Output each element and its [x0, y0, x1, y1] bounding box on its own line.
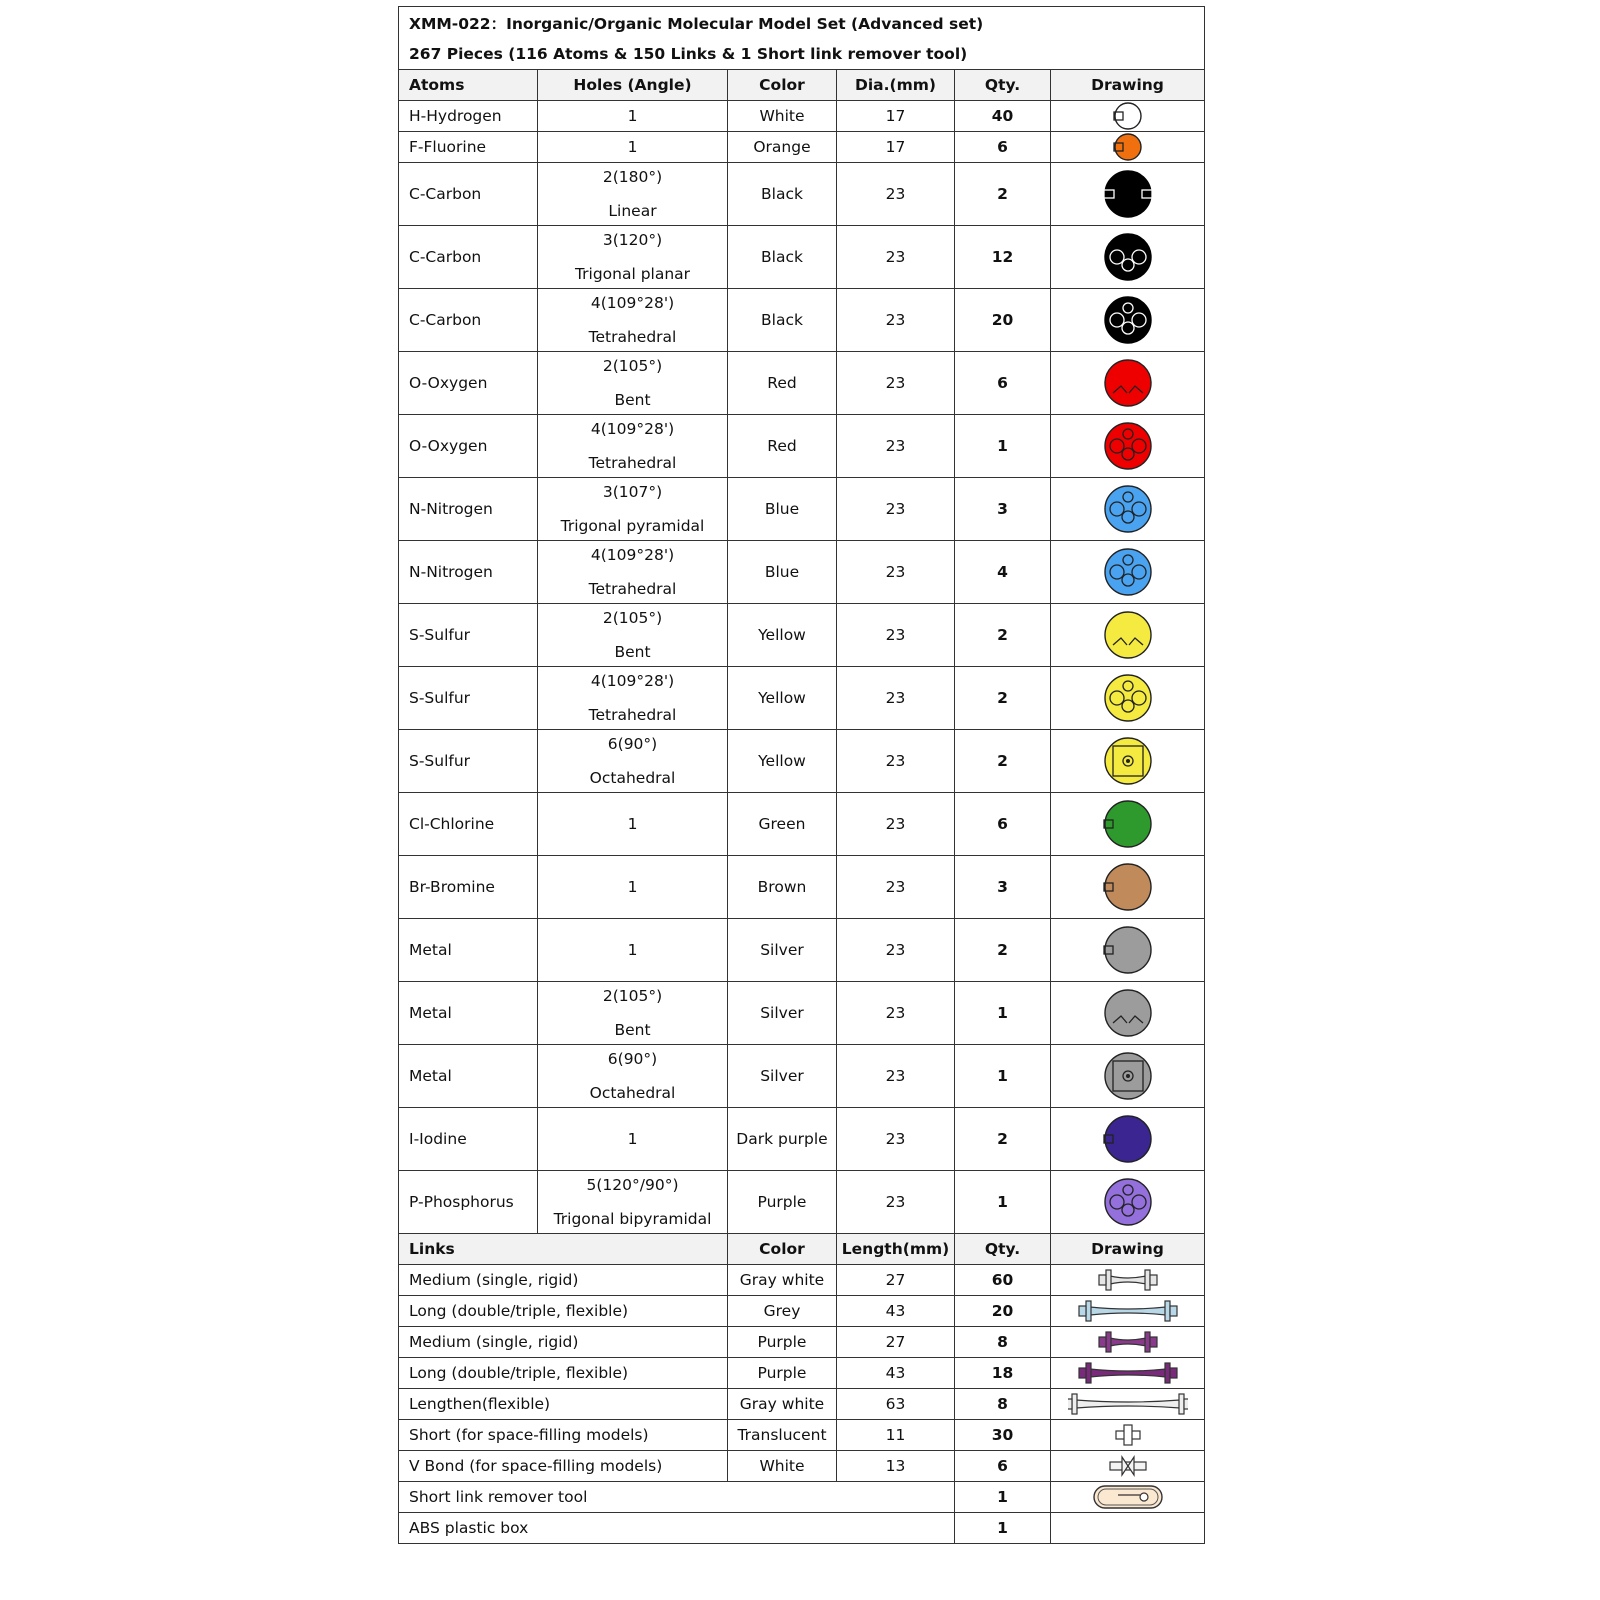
one-hole-atom-icon — [1103, 1114, 1153, 1164]
atom-color: Yellow — [728, 667, 837, 730]
atom-color: Black — [728, 226, 837, 289]
atom-holes — [538, 1171, 728, 1234]
medium-link-icon — [1068, 1330, 1188, 1354]
atom-holes-angle: 1 — [627, 941, 638, 959]
header-links: Links — [399, 1234, 728, 1265]
atom-row — [399, 541, 1205, 604]
header-drawing: Drawing — [1051, 70, 1205, 101]
link-color: White — [728, 1451, 837, 1482]
header-length: Length(mm) — [837, 1234, 955, 1265]
atom-geometry: Octahedral — [589, 1084, 676, 1102]
atom-drawing — [1051, 667, 1205, 730]
link-color: Purple — [728, 1358, 837, 1389]
bent-atom-icon — [1103, 610, 1153, 660]
atom-geometry: Bent — [614, 643, 651, 661]
long-link-icon — [1068, 1361, 1188, 1385]
atom-row — [399, 1045, 1205, 1108]
atom-row — [399, 982, 1205, 1045]
atom-qty: 40 — [955, 101, 1051, 132]
lengthen-link-icon — [1068, 1392, 1188, 1416]
atom-qty: 1 — [955, 982, 1051, 1045]
atom-holes — [538, 415, 728, 478]
atom-geometry: Bent — [614, 1021, 651, 1039]
atom-row — [399, 352, 1205, 415]
atom-color: Silver — [728, 1045, 837, 1108]
extra-drawing — [1051, 1513, 1205, 1544]
title-row — [399, 7, 1205, 39]
atom-color: Blue — [728, 541, 837, 604]
atom-qty: 1 — [955, 1045, 1051, 1108]
subtitle-row — [399, 38, 1205, 70]
atom-holes-angle: 3(120°) — [602, 231, 663, 249]
atom-drawing — [1051, 415, 1205, 478]
atom-holes-angle: 4(109°28') — [590, 420, 675, 438]
tetrahedral-atom-icon — [1103, 547, 1153, 597]
link-name: V Bond (for space-filling models) — [399, 1451, 728, 1482]
atom-row — [399, 604, 1205, 667]
atom-drawing — [1051, 982, 1205, 1045]
atom-name: P-Phosphorus — [399, 1171, 538, 1234]
atom-geometry: Linear — [608, 202, 657, 220]
link-drawing — [1051, 1451, 1205, 1482]
atom-row — [399, 1108, 1205, 1171]
atom-color: Silver — [728, 919, 837, 982]
atom-color: Red — [728, 415, 837, 478]
atom-qty: 2 — [955, 730, 1051, 793]
atom-row — [399, 793, 1205, 856]
atom-holes-stack — [538, 294, 727, 346]
atom-dia: 23 — [837, 856, 955, 919]
link-name: Medium (single, rigid) — [399, 1265, 728, 1296]
small-one-hole-atom-icon — [1113, 101, 1143, 131]
extra-qty: 1 — [955, 1482, 1051, 1513]
atom-holes-angle: 6(90°) — [607, 735, 658, 753]
link-drawing — [1051, 1265, 1205, 1296]
atom-holes-stack — [538, 609, 727, 661]
atom-drawing — [1051, 730, 1205, 793]
one-hole-atom-icon — [1103, 799, 1153, 849]
atom-row — [399, 289, 1205, 352]
atom-color: Yellow — [728, 730, 837, 793]
atom-dia: 23 — [837, 289, 955, 352]
atom-row — [399, 101, 1205, 132]
atom-holes-stack — [538, 1050, 727, 1102]
atom-drawing — [1051, 1045, 1205, 1108]
atom-name: Br-Bromine — [399, 856, 538, 919]
atom-row — [399, 226, 1205, 289]
atom-holes — [538, 289, 728, 352]
v-bond-icon — [1068, 1454, 1188, 1478]
atom-holes — [538, 132, 728, 163]
atom-holes-stack — [538, 546, 727, 598]
atom-dia: 23 — [837, 541, 955, 604]
atom-holes-angle: 2(180°) — [602, 168, 663, 186]
atom-holes-angle: 2(105°) — [602, 609, 663, 627]
atom-holes — [538, 101, 728, 132]
header-link-qty: Qty. — [955, 1234, 1051, 1265]
atom-drawing — [1051, 604, 1205, 667]
atom-name: Cl-Chlorine — [399, 793, 538, 856]
atom-holes-angle: 1 — [627, 107, 638, 125]
atom-dia: 23 — [837, 226, 955, 289]
medium-link-icon — [1068, 1268, 1188, 1292]
atom-name: Metal — [399, 1045, 538, 1108]
atom-holes — [538, 352, 728, 415]
atom-holes-stack — [538, 168, 727, 220]
header-color: Color — [728, 70, 837, 101]
atom-row — [399, 163, 1205, 226]
link-qty: 20 — [955, 1296, 1051, 1327]
atom-drawing — [1051, 289, 1205, 352]
atom-holes-stack — [538, 735, 727, 787]
atom-qty: 2 — [955, 919, 1051, 982]
set-subtitle: 267 Pieces (116 Atoms & 150 Links & 1 Short link remover tool) — [399, 38, 1205, 70]
atom-holes — [538, 478, 728, 541]
atom-dia: 23 — [837, 982, 955, 1045]
trigonal-pyramidal-atom-icon — [1103, 484, 1153, 534]
atom-row — [399, 132, 1205, 163]
extra-qty: 1 — [955, 1513, 1051, 1544]
atom-drawing — [1051, 478, 1205, 541]
atom-holes — [538, 856, 728, 919]
link-length: 43 — [837, 1296, 955, 1327]
link-row — [399, 1265, 1205, 1296]
tetrahedral-atom-icon — [1103, 673, 1153, 723]
atom-dia: 23 — [837, 1171, 955, 1234]
link-row — [399, 1451, 1205, 1482]
atom-color: Dark purple — [728, 1108, 837, 1171]
atom-name: F-Fluorine — [399, 132, 538, 163]
atom-holes-angle: 1 — [627, 878, 638, 896]
atom-geometry: Trigonal pyramidal — [560, 517, 705, 535]
atom-qty: 4 — [955, 541, 1051, 604]
atom-holes — [538, 667, 728, 730]
atom-holes — [538, 226, 728, 289]
atom-drawing — [1051, 856, 1205, 919]
atom-drawing — [1051, 793, 1205, 856]
atom-holes — [538, 919, 728, 982]
atom-holes — [538, 1108, 728, 1171]
parts-list-sheet — [398, 6, 1204, 1544]
atom-dia: 23 — [837, 604, 955, 667]
atom-qty: 2 — [955, 163, 1051, 226]
atom-color: Blue — [728, 478, 837, 541]
header-holes: Holes (Angle) — [538, 70, 728, 101]
extra-name: Short link remover tool — [399, 1482, 955, 1513]
header-qty: Qty. — [955, 70, 1051, 101]
atom-holes-stack — [538, 357, 727, 409]
atom-color: Orange — [728, 132, 837, 163]
atom-row — [399, 730, 1205, 793]
link-color: Gray white — [728, 1389, 837, 1420]
bent-atom-icon — [1103, 358, 1153, 408]
atom-holes-stack — [538, 420, 727, 472]
atom-dia: 23 — [837, 667, 955, 730]
atom-color: Black — [728, 289, 837, 352]
link-color: Purple — [728, 1327, 837, 1358]
link-row — [399, 1389, 1205, 1420]
atom-color: Green — [728, 793, 837, 856]
atom-dia: 17 — [837, 101, 955, 132]
atom-name: I-Iodine — [399, 1108, 538, 1171]
atom-dia: 17 — [837, 132, 955, 163]
link-name: Medium (single, rigid) — [399, 1327, 728, 1358]
link-row — [399, 1327, 1205, 1358]
link-row — [399, 1296, 1205, 1327]
atom-name: Metal — [399, 982, 538, 1045]
atom-holes — [538, 604, 728, 667]
remover-tool-icon — [1068, 1483, 1188, 1511]
header-dia: Dia.(mm) — [837, 70, 955, 101]
atom-row — [399, 919, 1205, 982]
atom-drawing — [1051, 163, 1205, 226]
atom-dia: 23 — [837, 163, 955, 226]
trigonal-planar-atom-icon — [1103, 232, 1153, 282]
atom-qty: 6 — [955, 352, 1051, 415]
atom-name: N-Nitrogen — [399, 541, 538, 604]
atom-color: Brown — [728, 856, 837, 919]
atom-geometry: Tetrahedral — [588, 328, 677, 346]
atom-drawing — [1051, 541, 1205, 604]
set-title: XMM-022：Inorganic/Organic Molecular Model Set (Advanced set) — [399, 7, 1205, 39]
parts-table — [398, 6, 1205, 1544]
atom-holes-angle: 1 — [627, 815, 638, 833]
atom-dia: 23 — [837, 478, 955, 541]
tetrahedral-atom-icon — [1103, 421, 1153, 471]
atom-holes-angle: 2(105°) — [602, 357, 663, 375]
link-name: Lengthen(flexible) — [399, 1389, 728, 1420]
atom-geometry: Tetrahedral — [588, 706, 677, 724]
link-drawing — [1051, 1296, 1205, 1327]
atom-holes-angle: 4(109°28') — [590, 294, 675, 312]
link-length: 27 — [837, 1327, 955, 1358]
link-row — [399, 1420, 1205, 1451]
atom-holes-stack — [538, 1176, 727, 1228]
atom-holes-angle: 3(107°) — [602, 483, 663, 501]
long-link-icon — [1068, 1299, 1188, 1323]
octahedral-atom-icon — [1103, 736, 1153, 786]
atom-drawing — [1051, 919, 1205, 982]
atom-qty: 2 — [955, 604, 1051, 667]
atom-row — [399, 856, 1205, 919]
extra-row — [399, 1482, 1205, 1513]
one-hole-atom-icon — [1103, 925, 1153, 975]
atom-holes — [538, 163, 728, 226]
atom-holes — [538, 541, 728, 604]
link-qty: 30 — [955, 1420, 1051, 1451]
atom-dia: 23 — [837, 919, 955, 982]
link-drawing — [1051, 1327, 1205, 1358]
atom-name: C-Carbon — [399, 226, 538, 289]
atom-name: S-Sulfur — [399, 604, 538, 667]
link-qty: 6 — [955, 1451, 1051, 1482]
link-length: 11 — [837, 1420, 955, 1451]
atom-color: Black — [728, 163, 837, 226]
link-drawing — [1051, 1420, 1205, 1451]
atom-drawing — [1051, 352, 1205, 415]
atom-qty: 6 — [955, 132, 1051, 163]
atom-holes — [538, 730, 728, 793]
atom-qty: 20 — [955, 289, 1051, 352]
link-qty: 60 — [955, 1265, 1051, 1296]
linear-atom-icon — [1103, 169, 1153, 219]
atom-qty: 2 — [955, 667, 1051, 730]
atom-drawing — [1051, 1108, 1205, 1171]
atom-geometry: Trigonal bipyramidal — [553, 1210, 712, 1228]
atom-name: C-Carbon — [399, 289, 538, 352]
atom-name: O-Oxygen — [399, 415, 538, 478]
atom-row — [399, 415, 1205, 478]
atom-name: S-Sulfur — [399, 667, 538, 730]
link-name: Long (double/triple, flexible) — [399, 1358, 728, 1389]
atom-holes-angle: 4(109°28') — [590, 672, 675, 690]
atom-qty: 2 — [955, 1108, 1051, 1171]
header-link-color: Color — [728, 1234, 837, 1265]
atom-dia: 23 — [837, 793, 955, 856]
link-qty: 8 — [955, 1389, 1051, 1420]
atom-row — [399, 1171, 1205, 1234]
link-color: Grey — [728, 1296, 837, 1327]
atom-drawing — [1051, 132, 1205, 163]
bent-atom-icon — [1103, 988, 1153, 1038]
atom-geometry: Bent — [614, 391, 651, 409]
extra-row — [399, 1513, 1205, 1544]
atom-holes-angle: 1 — [627, 138, 638, 156]
atom-qty: 3 — [955, 856, 1051, 919]
extra-name: ABS plastic box — [399, 1513, 955, 1544]
atom-name: N-Nitrogen — [399, 478, 538, 541]
trigonal-bipyramidal-atom-icon — [1103, 1177, 1153, 1227]
atom-qty: 3 — [955, 478, 1051, 541]
link-length: 13 — [837, 1451, 955, 1482]
atom-dia: 23 — [837, 352, 955, 415]
links-header-row — [399, 1234, 1205, 1265]
atom-drawing — [1051, 226, 1205, 289]
atom-qty: 12 — [955, 226, 1051, 289]
atom-color: Red — [728, 352, 837, 415]
atom-holes-stack — [538, 672, 727, 724]
atom-geometry: Tetrahedral — [588, 580, 677, 598]
atom-color: Yellow — [728, 604, 837, 667]
atom-qty: 1 — [955, 415, 1051, 478]
link-length: 63 — [837, 1389, 955, 1420]
header-link-drawing: Drawing — [1051, 1234, 1205, 1265]
link-drawing — [1051, 1358, 1205, 1389]
atom-holes-angle: 6(90°) — [607, 1050, 658, 1068]
atom-name: S-Sulfur — [399, 730, 538, 793]
atom-holes — [538, 1045, 728, 1108]
atom-dia: 23 — [837, 1108, 955, 1171]
atom-name: Metal — [399, 919, 538, 982]
link-name: Long (double/triple, flexible) — [399, 1296, 728, 1327]
atom-row — [399, 667, 1205, 730]
atom-drawing — [1051, 101, 1205, 132]
atom-geometry: Trigonal planar — [574, 265, 691, 283]
atom-qty: 1 — [955, 1171, 1051, 1234]
atom-name: C-Carbon — [399, 163, 538, 226]
link-qty: 18 — [955, 1358, 1051, 1389]
one-hole-atom-icon — [1103, 862, 1153, 912]
atom-holes-angle: 4(109°28') — [590, 546, 675, 564]
atom-row — [399, 478, 1205, 541]
atom-color: Purple — [728, 1171, 837, 1234]
atoms-header-row — [399, 70, 1205, 101]
link-color: Translucent — [728, 1420, 837, 1451]
atom-name: H-Hydrogen — [399, 101, 538, 132]
atom-holes-angle: 2(105°) — [602, 987, 663, 1005]
atom-holes-angle: 1 — [627, 1130, 638, 1148]
link-length: 43 — [837, 1358, 955, 1389]
atom-holes-stack — [538, 231, 727, 283]
atom-holes-angle: 5(120°/90°) — [586, 1176, 679, 1194]
octahedral-atom-icon — [1103, 1051, 1153, 1101]
extra-drawing — [1051, 1482, 1205, 1513]
atom-drawing — [1051, 1171, 1205, 1234]
short-link-icon — [1068, 1423, 1188, 1447]
link-row — [399, 1358, 1205, 1389]
atom-holes — [538, 793, 728, 856]
atom-name: O-Oxygen — [399, 352, 538, 415]
header-atoms: Atoms — [399, 70, 538, 101]
atom-color: White — [728, 101, 837, 132]
atom-holes-stack — [538, 987, 727, 1039]
link-name: Short (for space-filling models) — [399, 1420, 728, 1451]
atom-dia: 23 — [837, 730, 955, 793]
link-length: 27 — [837, 1265, 955, 1296]
atom-holes — [538, 982, 728, 1045]
link-color: Gray white — [728, 1265, 837, 1296]
link-qty: 8 — [955, 1327, 1051, 1358]
atom-color: Silver — [728, 982, 837, 1045]
atom-geometry: Tetrahedral — [588, 454, 677, 472]
atom-dia: 23 — [837, 1045, 955, 1108]
atom-holes-stack — [538, 483, 727, 535]
atom-dia: 23 — [837, 415, 955, 478]
tetrahedral-atom-icon — [1103, 295, 1153, 345]
small-one-hole-atom-icon — [1113, 132, 1143, 162]
atom-geometry: Octahedral — [589, 769, 676, 787]
link-drawing — [1051, 1389, 1205, 1420]
atom-qty: 6 — [955, 793, 1051, 856]
